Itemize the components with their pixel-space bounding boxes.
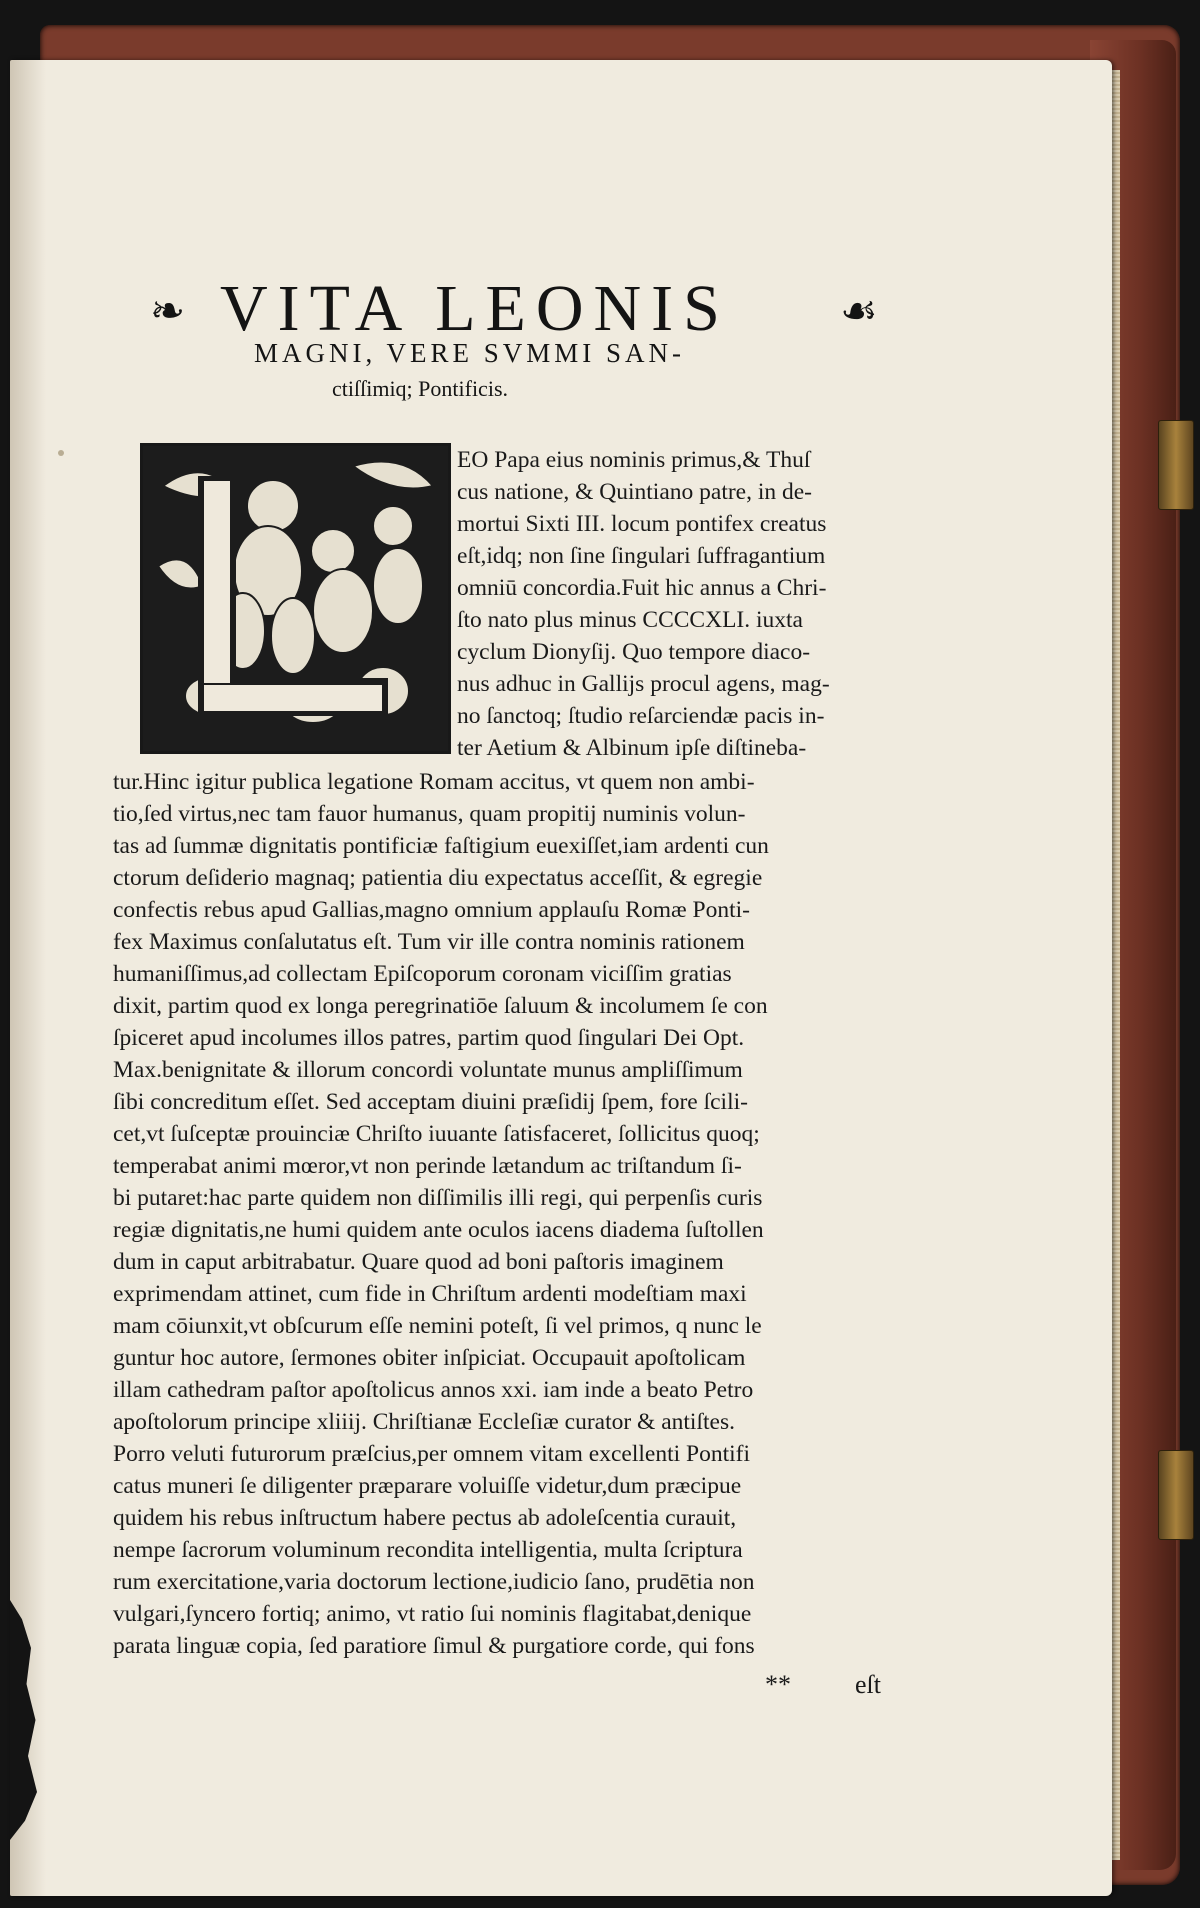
text-line: fex Maximus conſalutatus eſt. Tum vir ille contra nominis rationem — [113, 929, 745, 955]
text-line: confectis rebus apud Gallias,magno omnium applauſu Romæ Ponti- — [113, 897, 751, 923]
text-line: Porro veluti futurorum præſcius,per omnem vitam excellenti Pontifi — [113, 1441, 750, 1467]
woodcut-cherubs-image — [143, 446, 448, 751]
text-line: temperabat animi mœror,vt non perinde lætandum ac triſtandum ſi- — [113, 1153, 742, 1179]
left-fleuron-icon: ❧ — [150, 286, 186, 335]
text-line: nus adhuc in Gallijs procul agens, mag- — [457, 671, 830, 697]
text-line: cus natione, & Quintiano patre, in de- — [457, 479, 813, 505]
right-fleuron-icon: ☙ — [840, 286, 878, 335]
decorated-initial — [140, 443, 451, 754]
text-line: ſpiceret apud incolumes illos patres, partim quod ſingulari Dei Opt. — [113, 1025, 745, 1051]
paper-spot — [58, 450, 64, 456]
text-line: exprimendam attinet, cum fide in Chriſtum ardenti modeſtiam maxi — [113, 1281, 747, 1307]
text-line: mam cōiunxit,vt obſcurum eſſe nemini poteſt, ſi vel primos, q nunc le — [113, 1313, 762, 1339]
text-line: parata linguæ copia, ſed paratiore ſimul & purgatiore corde, qui fons — [113, 1633, 755, 1659]
text-line: ſibi concreditum eſſet. Sed acceptam diuini præſidij ſpem, fore ſcili- — [113, 1089, 748, 1115]
text-line: omniū concordia.Fuit hic annus a Chri- — [457, 575, 827, 601]
text-line: guntur hoc autore, ſermones obiter inſpiciat. Occupauit apoſtolicam — [113, 1345, 746, 1371]
clasp-top — [1158, 420, 1194, 510]
text-line: dum in caput arbitrabatur. Quare quod ad boni paſtoris imaginem — [113, 1249, 724, 1275]
catchword: eſt — [855, 1670, 881, 1699]
book-page — [10, 60, 1112, 1896]
text-line: nempe ſacrorum voluminum recondita intelligentia, multa ſcriptura — [113, 1537, 743, 1563]
text-line: dixit, partim quod ex longa peregrinatiōe ſaluum & incolumem ſe con — [113, 993, 768, 1019]
clasp-bottom — [1158, 1450, 1194, 1540]
page-edges — [1112, 70, 1120, 1860]
text-line: regiæ dignitatis,ne humi quidem ante oculos iacens diadema ſuſtollen — [113, 1217, 764, 1243]
text-line: ſto nato plus minus CCCCXLI. iuxta — [457, 607, 803, 633]
title-line-1: VITA LEONIS — [220, 272, 730, 345]
title-line-2: MAGNI, VERE SVMMI SAN- — [254, 338, 686, 368]
text-line: ctorum deſiderio magnaq; patientia diu expectatus acceſſit, & egregie — [113, 865, 763, 891]
text-line: humaniſſimus,ad collectam Epiſcoporum coronam viciſſim gratias — [113, 961, 732, 987]
text-line: EO Papa eius nominis primus,& Thuſ — [457, 447, 811, 473]
text-line: tas ad ſummæ dignitatis pontificiæ faſtigium euexiſſet,iam ardenti cun — [113, 833, 769, 859]
text-line: mortui Sixti III. locum pontifex creatus — [457, 511, 827, 537]
title-line-3: ctiſſimiq; Pontificis. — [332, 376, 508, 401]
text-line: Max.benignitate & illorum concordi voluntate munus ampliſſimum — [113, 1057, 743, 1083]
text-line: tur.Hinc igitur publica legatione Romam accitus, vt quem non ambi- — [113, 769, 755, 795]
text-line: cyclum Dionyſij. Quo tempore diaco- — [457, 639, 811, 665]
text-line: ter Aetium & Albinum ipſe diſtineba- — [457, 735, 807, 761]
text-line: vulgari,ſyncero fortiq; animo, vt ratio ſui nominis flagitabat,denique — [113, 1601, 752, 1627]
text-line: tio,ſed virtus,nec tam fauor humanus, quam propitij numinis volun- — [113, 801, 746, 827]
text-line: cet,vt ſuſceptæ prouinciæ Chriſto iuuante ſatisfaceret, ſollicitus quoq; — [113, 1121, 760, 1147]
text-line: catus muneri ſe diligenter præparare voluiſſe videtur,dum præcipue — [113, 1473, 742, 1499]
text-line: illam cathedram paſtor apoſtolicus annos xxi. iam inde a beato Petro — [113, 1377, 754, 1403]
text-line: apoſtolorum principe xliiij. Chriſtianæ Eccleſiæ curator & antiſtes. — [113, 1409, 735, 1435]
signature-mark: ** — [765, 1670, 791, 1699]
text-line: no ſanctoq; ſtudio reſarciendæ pacis in- — [457, 703, 825, 729]
text-line: quidem his rebus inſtructum habere pectus ab adoleſcentia curauit, — [113, 1505, 737, 1531]
text-line: rum exercitatione,varia doctorum lectione,iudicio ſano, prudētia non — [113, 1569, 755, 1595]
text-line: bi putaret:hac parte quidem non diſſimilis illi regi, qui perpenſis curis — [113, 1185, 763, 1211]
text-line: eſt,idq; non ſine ſingulari ſuffragantium — [457, 543, 826, 569]
